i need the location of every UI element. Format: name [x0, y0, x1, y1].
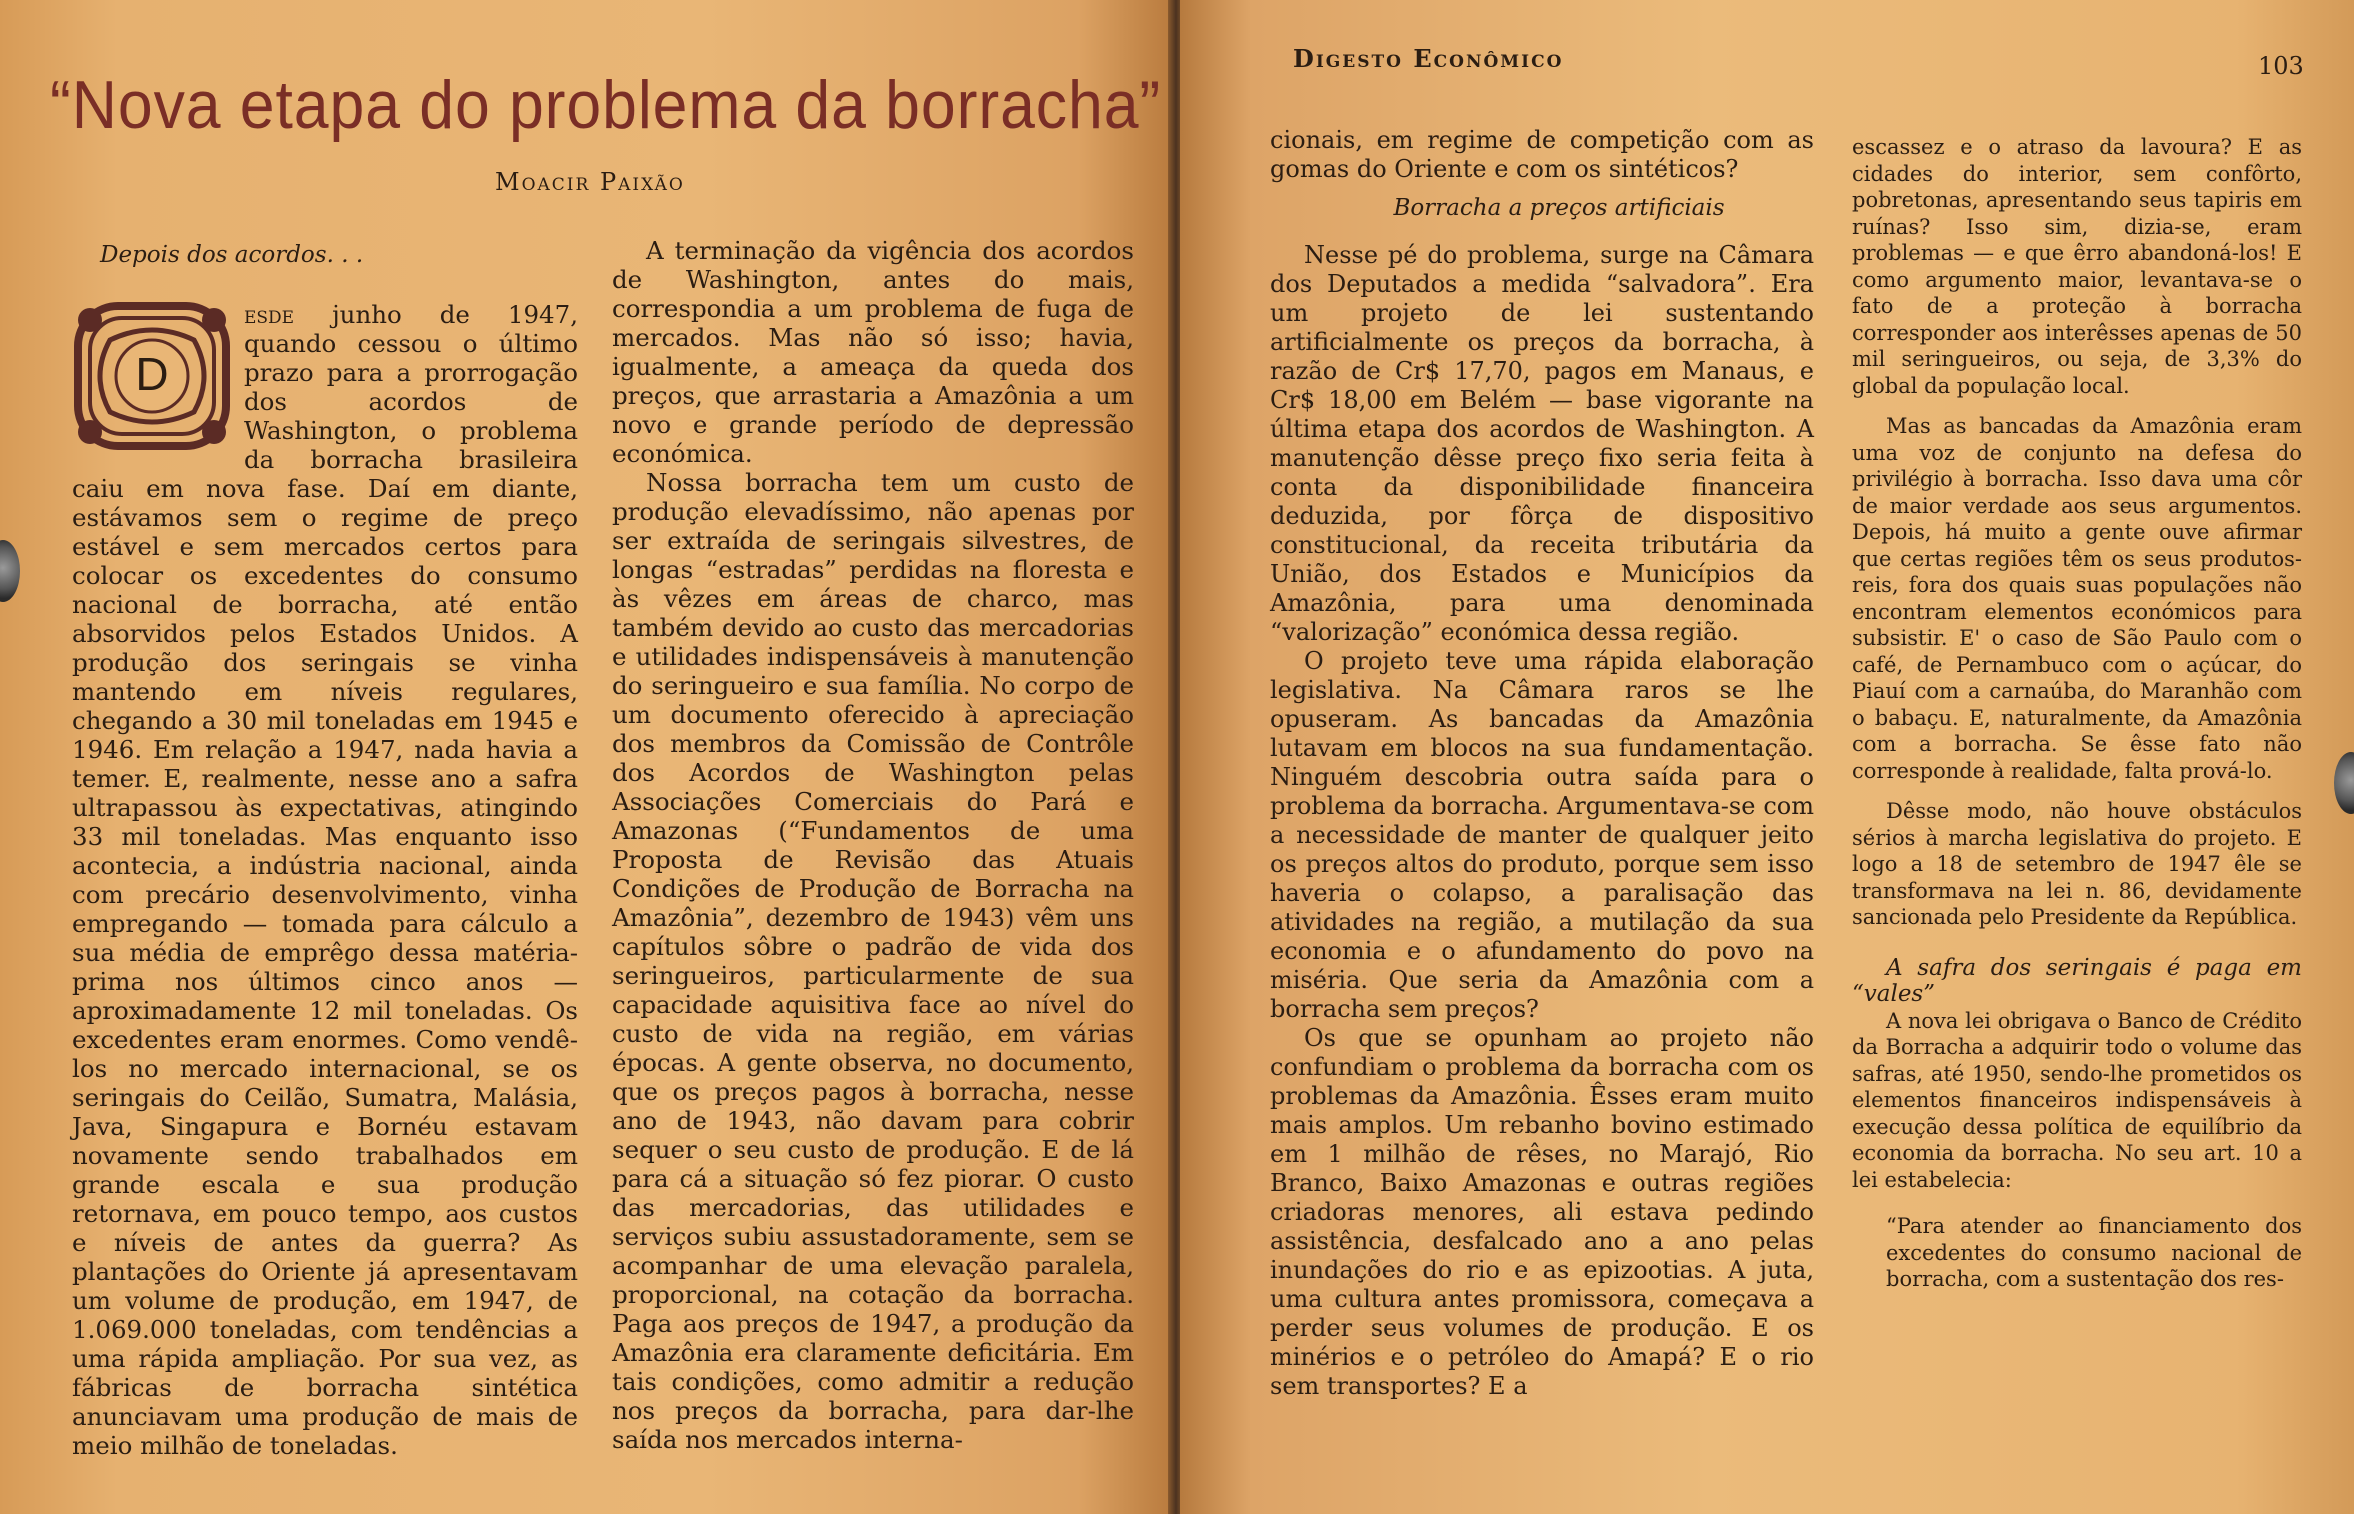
first-word-rest: esde [244, 300, 295, 329]
binding-hole [0, 540, 20, 602]
right-column-1 [1270, 126, 1814, 1401]
dropcap-letter: D [135, 348, 169, 400]
left-column-1 [72, 300, 578, 1460]
ornamental-dropcap [70, 300, 234, 452]
right-col1-paragraph-3: Os que se opunham ao projeto não confundiam o problema da borracha com os problemas da Amazônia. Êsses eram muito mais amplos. Um rebanho bovino estimado em 1 milhão de rêses, no Marajó, Rio Branco, Baixo Amazonas e outras regiões criadoras menores, ali estava pedindo assistência, desfalcado ano a ano pelas inundações do rio e as epizootias. A juta, uma cultura antes promissora, começava a perder seus volumes de produção. E os minérios e o petróleo do Amapá? E o rio sem transportes? E a [1270, 1024, 1814, 1400]
article-title: “Nova etapa do problema da borracha” [50, 67, 1162, 143]
right-col2-paragraph-3: A nova lei obrigava o Banco de Crédito da Borracha a adquirir todo o volume das safras, até 1950, sendo-lhe prometidos os elementos financeiros indispensáveis à execução dessa política de equilíbrio da economia da borracha. No seu art. 10 a lei estabelecia: [1852, 1008, 2302, 1192]
right-col1-paragraph-2: O projeto teve uma rápida elaboração legislativa. Na Câmara raros se lhe opuseram. As bancadas da Amazônia lutavam em blocos na sua fundamentação. Ninguém descobria outra saída para o problema da borracha. Argumentava-se com a necessidade de manter de qualquer jeito os preços altos do produto, porque sem isso haveria o colapso, a paralisação das atividades na região, a mutilação da sua economia e o afundamento do povo na miséria. Que seria da Amazônia com a borracha sem preços? [1270, 647, 1814, 1023]
left-col2-paragraph-2: Nossa borracha tem um custo de produção elevadíssimo, não apenas por ser extraída de seringais silvestres, de longas “estradas” perdidas na floresta e às vêzes em áreas de charco, mas também devido ao custo das mercadorias e utilidades indispensáveis à manutenção do seringueiro e sua família. No corpo de um documento oferecido à apreciação dos membros da Comissão de Contrôle dos Acordos de Washington pelas Associações Comerciais do Pará e Amazonas (“Fundamentos de uma Proposta de Revisão das Atuais Condições de Produção de Borracha na Amazônia”, dezembro de 1943) vêm uns capítulos sôbre o padrão de vida dos seringueiros, particularmente de sua capacidade aquisitiva face ao nível do custo de vida na região, em várias épocas. A gente observa, no documento, que os preços pagos à borracha, nesse ano de 1943, não davam para cobrir sequer o seu custo de produção. E de lá para cá a situação só fez piorar. O custo das mercadorias, das utilidades e serviços subiu assustadoramente, sem se acompanhar de uma elevação paralela, proporcional, na cotação da borracha. Paga aos preços de 1947, a produção da Amazônia era claramente deficitária. Em tais condições, como admitir a redução nos preços da borracha, para dar-lhe saída nos mercados interna- [612, 468, 1134, 1454]
left-column-2 [612, 236, 1134, 1454]
article-author: Moacir Paixão [495, 168, 685, 196]
right-column-2 [1852, 134, 2302, 1293]
right-col2-paragraph-2: Dêsse modo, não houve obstáculos sérios à marcha legislativa do projeto. E logo a 18 de setembro de 1947 êle se transformava na lei n. 86, devidamente sancionada pelo Presidente da República. [1852, 799, 2302, 929]
running-header: Digesto Econômico [1293, 44, 1564, 73]
right-col2-quote: “Para atender ao financiamento dos excedentes do consumo nacional de borracha, com a sustentação dos res- [1886, 1214, 2302, 1291]
right-col2-paragraph-1: Mas as bancadas da Amazônia eram uma voz de conjunto na defesa do privilégio à borracha. Isso dava uma côr de maior verdade aos seus argumentos. Depois, há muito a gente ouve afirmar que certas regiões têm os seus produtos-reis, fora dos quais suas populações não encontram elementos económicos para subsistir. E' o caso de São Paulo com o café, de Pernambuco com o açúcar, do Piauí com a carnaúba, do Maranhão com o babaçu. E, naturalmente, da Amazônia com a borracha. Se êsse fato não corresponde à realidade, falta prová-lo. [1852, 414, 2302, 783]
right-col2-subhead: A safra dos seringais é paga em “vales” [1852, 954, 2302, 1007]
left-page [0, 0, 1172, 1514]
right-col2-paragraph-0: escassez e o atraso da lavoura? E as cidades do interior, sem confôrto, pobretonas, apresentando seus tapiris em ruínas? Isso sim, dizia-se, eram problemas — e que êrro abandoná-los! E como argumento maior, levantava-se o fato de a proteção à borracha corresponder aos interêsses apenas de 50 mil seringueiros, ou seja, de 3,3% do global da população local. [1852, 135, 2302, 398]
page-number: 103 [2258, 52, 2304, 80]
section-label: Depois dos acordos. . . [100, 242, 364, 268]
right-col1-subhead: Borracha a preços artificiais [1393, 195, 1725, 221]
binding-hole [2334, 752, 2354, 814]
left-col1-paragraph [72, 300, 578, 1460]
right-col1-paragraph-0: cionais, em regime de competição com as gomas do Oriente e com os sintéticos? [1270, 126, 1814, 183]
left-col2-paragraph-1: A terminação da vigência dos acordos de Washington, antes do mais, correspondia a um problema de fuga de mercados. Mas não só isso; havia, igualmente, a ameaça da queda dos preços, que arrastaria a Amazônia a um novo e grande período de depressão económica. [612, 236, 1134, 468]
right-col1-paragraph-1: Nesse pé do problema, surge na Câmara dos Deputados a medida “salvadora”. Era um projeto de lei sustentando artificialmente os preços da borracha, à razão de Cr$ 17,70, pagos em Manaus, e Cr$ 18,00 em Belém — base vigorante na última etapa dos acordos de Washington. A manutenção dêsse preço fixo seria feita à conta da disponibilidade financeira deduzida, por fôrça de dispositivo constitucional, da receita tributária da União, dos Estados e Municípios da Amazônia, para uma denominada “valorização” económica dessa região. [1270, 241, 1814, 646]
left-col1-text: junho de 1947, quando cessou o último prazo para a prorrogação dos acordos de Washington, o problema da borracha brasileira caiu em nova fase. Daí em diante, estávamos sem o regime de preço estável e sem mercados certos para colocar os excedentes do consumo nacional de borracha, até então absorvidos pelos Estados Unidos. A produção dos seringais se vinha mantendo em níveis regulares, chegando a 30 mil toneladas em 1945 e 1946. Em relação a 1947, nada havia a temer. E, realmente, nesse ano a safra ultrapassou às expectativas, atingindo 33 mil toneladas. Mas enquanto isso acontecia, a indústria nacional, ainda com precário desenvolvimento, vinha empregando — tomada para cálculo a sua média de emprêgo dessa matéria-prima nos últimos cinco anos — aproximadamente 12 mil toneladas. Os excedentes eram enormes. Como vendê-los no mercado internacional, se os seringais do Ceilão, Sumatra, Malásia, Java, Singapura e Bornéu estavam novamente sendo trabalhados em grande escala e sua produção retornava, em pouco tempo, aos custos e níveis de antes da guerra? As plantações do Oriente já apresentavam um volume de produção, em 1947, de 1.069.000 toneladas, com tendências a uma rápida ampliação. Por sua vez, as fábricas de borracha sintética anunciavam uma produção de mais de meio milhão de toneladas. [72, 300, 578, 1460]
